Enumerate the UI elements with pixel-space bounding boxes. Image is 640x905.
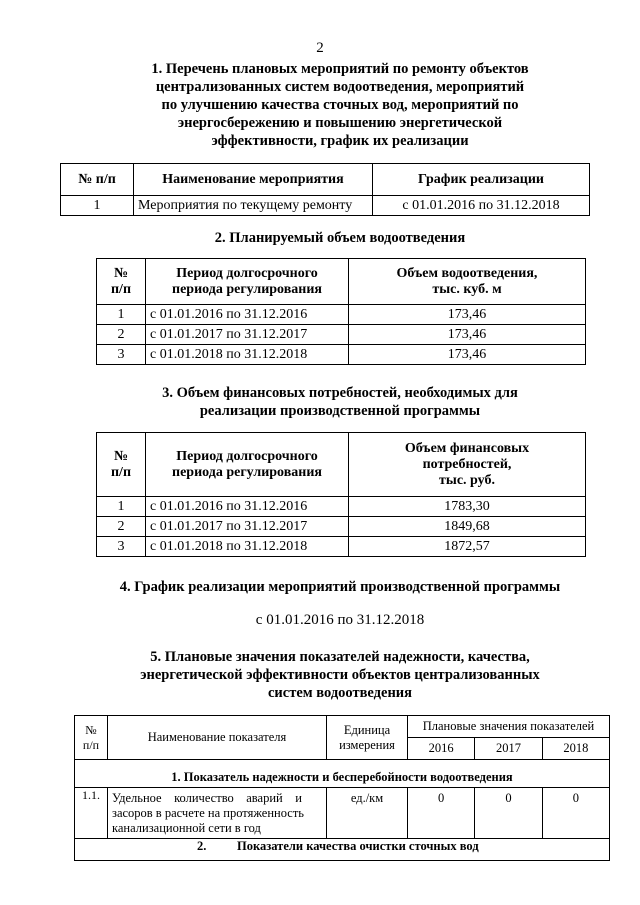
- header-num-line: п/п: [110, 281, 132, 297]
- group-title-quality: [75, 839, 610, 861]
- header-activity-name: Наименование мероприятия: [134, 164, 373, 196]
- table-row: [97, 305, 586, 325]
- table-row: [97, 345, 586, 365]
- header-num-line: №: [113, 448, 129, 464]
- cell-activity-name: Мероприятия по текущему ремонту: [134, 196, 373, 216]
- section-5-title-line: систем водоотведения: [267, 685, 413, 701]
- header-num-line: №: [85, 722, 97, 737]
- section-3-title: [60, 384, 620, 420]
- group-title-reliability: 1. Показатель надежности и бесперебойности водоотведения: [75, 768, 610, 788]
- table-row: [97, 537, 586, 557]
- header-year: 2017: [475, 738, 542, 760]
- header-period-line: Период долгосрочного: [176, 265, 318, 281]
- cell-volume: 173,46: [349, 305, 586, 325]
- cell-num: 1: [97, 305, 146, 325]
- cell-num: 3: [97, 537, 146, 557]
- header-period-line: периода регулирования: [172, 464, 322, 480]
- cell-schedule: с 01.01.2016 по 31.12.2018: [373, 196, 590, 216]
- table-row: [75, 788, 610, 839]
- section-1-title-line: энергосбережению и повышению энергетической: [177, 115, 503, 131]
- header-indicator-name: Наименование показателя: [108, 716, 327, 760]
- section-2-title: 2. Планируемый объем водоотведения: [214, 230, 466, 246]
- indicator-name-line: засоров в расчете на протяженность: [112, 806, 305, 820]
- cell-period: с 01.01.2017 по 31.12.2017: [146, 517, 349, 537]
- cell-period: с 01.01.2018 по 31.12.2018: [146, 345, 349, 365]
- header-volume: [349, 259, 586, 305]
- header-finance-line: тыс. руб.: [439, 472, 495, 488]
- cell-period: с 01.01.2016 по 31.12.2016: [146, 305, 349, 325]
- header-num: [97, 433, 146, 497]
- header-finance: [349, 433, 586, 497]
- header-schedule: График реализации: [373, 164, 590, 196]
- header-finance-line: потребностей,: [422, 456, 512, 472]
- financial-needs-table: [96, 432, 586, 557]
- cell-volume: 173,46: [349, 325, 586, 345]
- spacer-cell: [75, 760, 610, 768]
- header-volume-line: Объем водоотведения,: [396, 265, 538, 281]
- group-number: 2.: [197, 839, 207, 853]
- cell-value-2016: 0: [408, 788, 475, 839]
- cell-num: 1: [61, 196, 134, 216]
- cell-period: с 01.01.2018 по 31.12.2018: [146, 537, 349, 557]
- activities-table: [60, 163, 590, 216]
- header-num: № п/п: [61, 164, 134, 196]
- cell-unit: ед./км: [327, 788, 408, 839]
- section-1-title: [60, 60, 620, 150]
- cell-finance: 1849,68: [349, 517, 586, 537]
- table-row: [97, 325, 586, 345]
- header-period-line: периода регулирования: [172, 281, 322, 297]
- group-row: [75, 839, 610, 861]
- cell-num: 3: [97, 345, 146, 365]
- header-period: [146, 259, 349, 305]
- wastewater-volume-table: [96, 258, 586, 365]
- spacer-row: [75, 760, 610, 768]
- table-header-row: [75, 716, 610, 738]
- table-header-row: [97, 433, 586, 497]
- cell-num: 2: [97, 325, 146, 345]
- section-3-title-line: реализации производственной программы: [199, 403, 481, 419]
- section-1-title-line: централизованных систем водоотведения, мероприятий: [155, 79, 525, 95]
- header-period: [146, 433, 349, 497]
- section-1-title-line: 1. Перечень плановых мероприятий по ремонту объектов: [151, 61, 529, 77]
- table-header-row: [61, 164, 590, 196]
- table-row: [97, 517, 586, 537]
- header-num-line: п/п: [82, 737, 100, 752]
- header-num-line: п/п: [110, 464, 132, 480]
- group-title-text: Показатели качества очистки сточных вод: [237, 839, 479, 853]
- cell-num: 1.1.: [75, 788, 108, 839]
- cell-period: с 01.01.2016 по 31.12.2016: [146, 497, 349, 517]
- table-row: [61, 196, 590, 216]
- section-1-title-line: эффективности, график их реализации: [211, 133, 469, 149]
- indicators-table: [74, 715, 610, 861]
- table-row: [97, 497, 586, 517]
- cell-finance: 1783,30: [349, 497, 586, 517]
- header-unit-line: измерения: [339, 737, 395, 752]
- page-number: 2: [316, 40, 324, 56]
- section-5-title: [60, 648, 620, 702]
- cell-indicator-name: [108, 788, 327, 839]
- header-year: 2018: [542, 738, 609, 760]
- cell-value-2017: 0: [475, 788, 542, 839]
- header-unit-line: Единица: [343, 722, 391, 737]
- section-1-title-line: по улучшению качества сточных вод, мероприятий по: [161, 97, 519, 113]
- header-period-line: Период долгосрочного: [176, 448, 318, 464]
- cell-period: с 01.01.2017 по 31.12.2017: [146, 325, 349, 345]
- cell-value-2018: 0: [542, 788, 609, 839]
- section-5-title-line: энергетической эффективности объектов централизованных: [140, 667, 540, 683]
- cell-finance: 1872,57: [349, 537, 586, 557]
- section-3-title-line: 3. Объем финансовых потребностей, необходимых для: [162, 385, 518, 401]
- header-unit: [327, 716, 408, 760]
- indicator-name-line: Удельное количество аварий и: [112, 791, 302, 805]
- header-finance-line: Объем финансовых: [404, 440, 530, 456]
- header-planned-values: Плановые значения показателей: [408, 716, 610, 738]
- header-num: [75, 716, 108, 760]
- section-5-title-line: 5. Плановые значения показателей надежности, качества,: [150, 649, 530, 665]
- header-num-line: №: [113, 265, 129, 281]
- cell-volume: 173,46: [349, 345, 586, 365]
- group-row: [75, 768, 610, 788]
- section-4-title: 4. График реализации мероприятий производственной программы: [119, 579, 561, 595]
- header-volume-line: тыс. куб. м: [432, 281, 502, 297]
- section-4-period: с 01.01.2016 по 31.12.2018: [255, 612, 425, 628]
- cell-num: 1: [97, 497, 146, 517]
- indicator-name-line: канализационной сети в год: [112, 821, 261, 835]
- table-header-row: [97, 259, 586, 305]
- header-num: [97, 259, 146, 305]
- header-year: 2016: [408, 738, 475, 760]
- cell-num: 2: [97, 517, 146, 537]
